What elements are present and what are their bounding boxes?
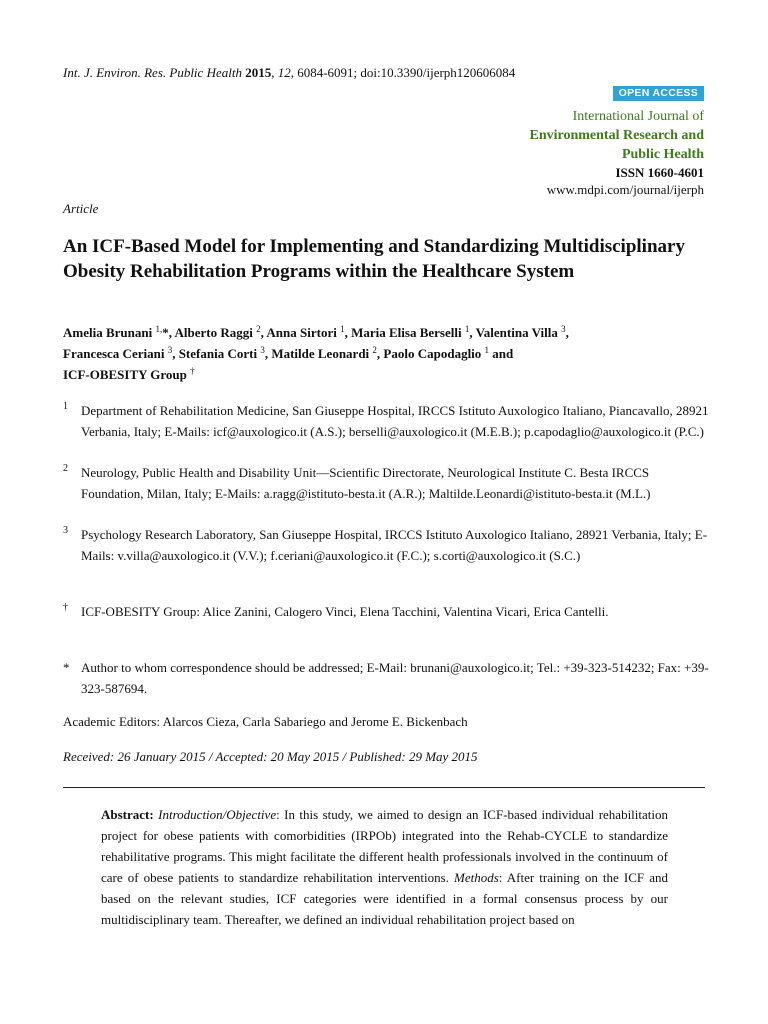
author-sep: *, xyxy=(162,325,175,340)
author-name: Maria Elisa Berselli xyxy=(351,325,462,340)
paper-title: An ICF-Based Model for Implementing and Standardizing Multidisciplinary Obesity Rehabilitation Programs within the Healthcare System xyxy=(63,236,685,282)
affiliation-2 xyxy=(63,463,713,504)
author-sep: , xyxy=(376,346,384,361)
author-name: Paolo Capodaglio xyxy=(383,346,482,361)
author-sep: , xyxy=(260,325,267,340)
publication-dates: Received: 26 January 2015 / Accepted: 20 May 2015 / Published: 29 May 2015 xyxy=(63,749,478,764)
group-text: ICF-OBESITY Group: Alice Zanini, Calogero Vinci, Elena Tacchini, Valentina Vicari, Erica Cantelli. xyxy=(81,604,609,619)
article-type: Article xyxy=(63,201,99,216)
author-affil: 3 xyxy=(167,345,173,355)
author-name: ICF-OBESITY Group xyxy=(63,367,187,382)
affiliation-text: Department of Rehabilitation Medicine, San Giuseppe Hospital, IRCCS Istituto Auxologico Italiano, Piancavallo, 28921 Verbania, Italy; E-Mails: icf@auxologico.it (A.S.); berselli@auxologico.it (M.E.B.); p.capodaglio@auxologico.it (P.C.) xyxy=(81,403,709,439)
affiliation-text: Neurology, Public Health and Disability Unit—Scientific Directorate, Neurological Institute C. Besta IRCCS Foundation, Milan, Italy; E-Mails: a.ragg@istituto-besta.it (A.R.); Maltilde.Leonardi@istituto-besta.it (M.L.) xyxy=(81,465,651,501)
journal-block xyxy=(530,107,705,199)
academic-editors: Academic Editors: Alarcos Cieza, Carla Sabariego and Jerome E. Bickenbach xyxy=(63,714,468,729)
citation-year: 2015 xyxy=(245,65,272,80)
author-affil: 1, xyxy=(155,324,163,334)
author-name: Stefania Corti xyxy=(178,346,258,361)
author-affil: 2 xyxy=(256,324,261,334)
author-sep: , xyxy=(469,325,476,340)
author-affil: 1 xyxy=(340,324,345,334)
author-name: Anna Sirtori xyxy=(266,325,337,340)
author-name: Alberto Raggi xyxy=(174,325,253,340)
author-list xyxy=(63,322,713,385)
author-affil: 3 xyxy=(260,345,265,355)
affiliation-3 xyxy=(63,525,713,566)
author-sep: , xyxy=(565,325,569,340)
group-mark: † xyxy=(63,602,68,613)
correspondence-note xyxy=(63,658,713,699)
affiliation-1 xyxy=(63,401,713,442)
journal-abbrev: Int. J. Environ. Res. Public Health xyxy=(63,65,242,80)
journal-name-line2: Environmental Research and xyxy=(529,128,704,143)
group-note xyxy=(63,602,713,623)
author-sep: , xyxy=(344,325,352,340)
abstract xyxy=(101,804,668,930)
journal-name-line3: Public Health xyxy=(621,147,704,162)
citation-pages-doi: , 6084-6091; doi:10.3390/ijerph120606084 xyxy=(290,65,516,80)
open-access-badge: OPEN ACCESS xyxy=(613,86,704,101)
author-name: Amelia Brunani xyxy=(63,325,153,340)
correspondence-mark: * xyxy=(63,660,70,675)
journal-name-line1: International Journal of xyxy=(572,109,704,124)
abstract-label: Abstract: xyxy=(101,807,154,822)
affiliation-mark: 1 xyxy=(63,401,68,412)
journal-issn: ISSN 1660-4601 xyxy=(615,165,704,180)
abstract-text-intro: : In this study, we aimed to design an ICF-based individual rehabilitation project for obese patients with comorbidities (IRPOb) integrated into the Rehab-CYCLE to standardize rehabilitative programs. This might facilitate the different health professionals involved in the continuum of care of obese patients to standardize rehabilitation interventions. xyxy=(101,807,669,885)
author-name: Matilde Leonardi xyxy=(271,346,370,361)
affiliation-mark: 3 xyxy=(63,525,68,536)
citation-volume: 12 xyxy=(277,65,291,80)
abstract-heading-intro: Introduction/Objective xyxy=(158,807,277,822)
author-affil: 1 xyxy=(484,345,490,355)
divider-rule xyxy=(63,787,705,788)
citation-line: Int. J. Environ. Res. Public Health 2015, 12, 6084-6091; doi:10.3390/ijerph120606084 xyxy=(63,65,516,80)
author-affil: † xyxy=(190,366,195,376)
author-sep: and xyxy=(489,346,514,361)
correspondence-text: Author to whom correspondence should be addressed; E-Mail: brunani@auxologico.it; Tel.: +39-323-514232; Fax: +39-323-587694. xyxy=(81,660,709,696)
affiliation-text: Psychology Research Laboratory, San Giuseppe Hospital, IRCCS Istituto Auxologico Italiano, 28921 Verbania, Italy; E-Mails: v.villa@auxologico.it (V.V.); f.ceriani@auxologico.it (F.C.); s.corti@auxologico.it (S.C.) xyxy=(81,527,708,563)
author-affil: 1 xyxy=(464,324,470,334)
author-sep: , xyxy=(172,346,179,361)
author-sep: , xyxy=(264,346,272,361)
affiliation-mark: 2 xyxy=(63,463,68,474)
author-name: Francesca Ceriani xyxy=(63,346,165,361)
journal-url[interactable]: www.mdpi.com/journal/ijerph xyxy=(546,182,704,197)
author-name: Valentina Villa xyxy=(475,325,558,340)
author-affil: 3 xyxy=(561,324,566,334)
abstract-heading-methods: Methods xyxy=(454,870,499,885)
author-affil: 2 xyxy=(372,345,377,355)
abstract-text-methods: : After training on the ICF and based on the relevant studies, ICF categories were identified in a formal consensus process by our multidisciplinary team. Thereafter, we defined an individual rehabilitation project based on xyxy=(101,870,669,927)
